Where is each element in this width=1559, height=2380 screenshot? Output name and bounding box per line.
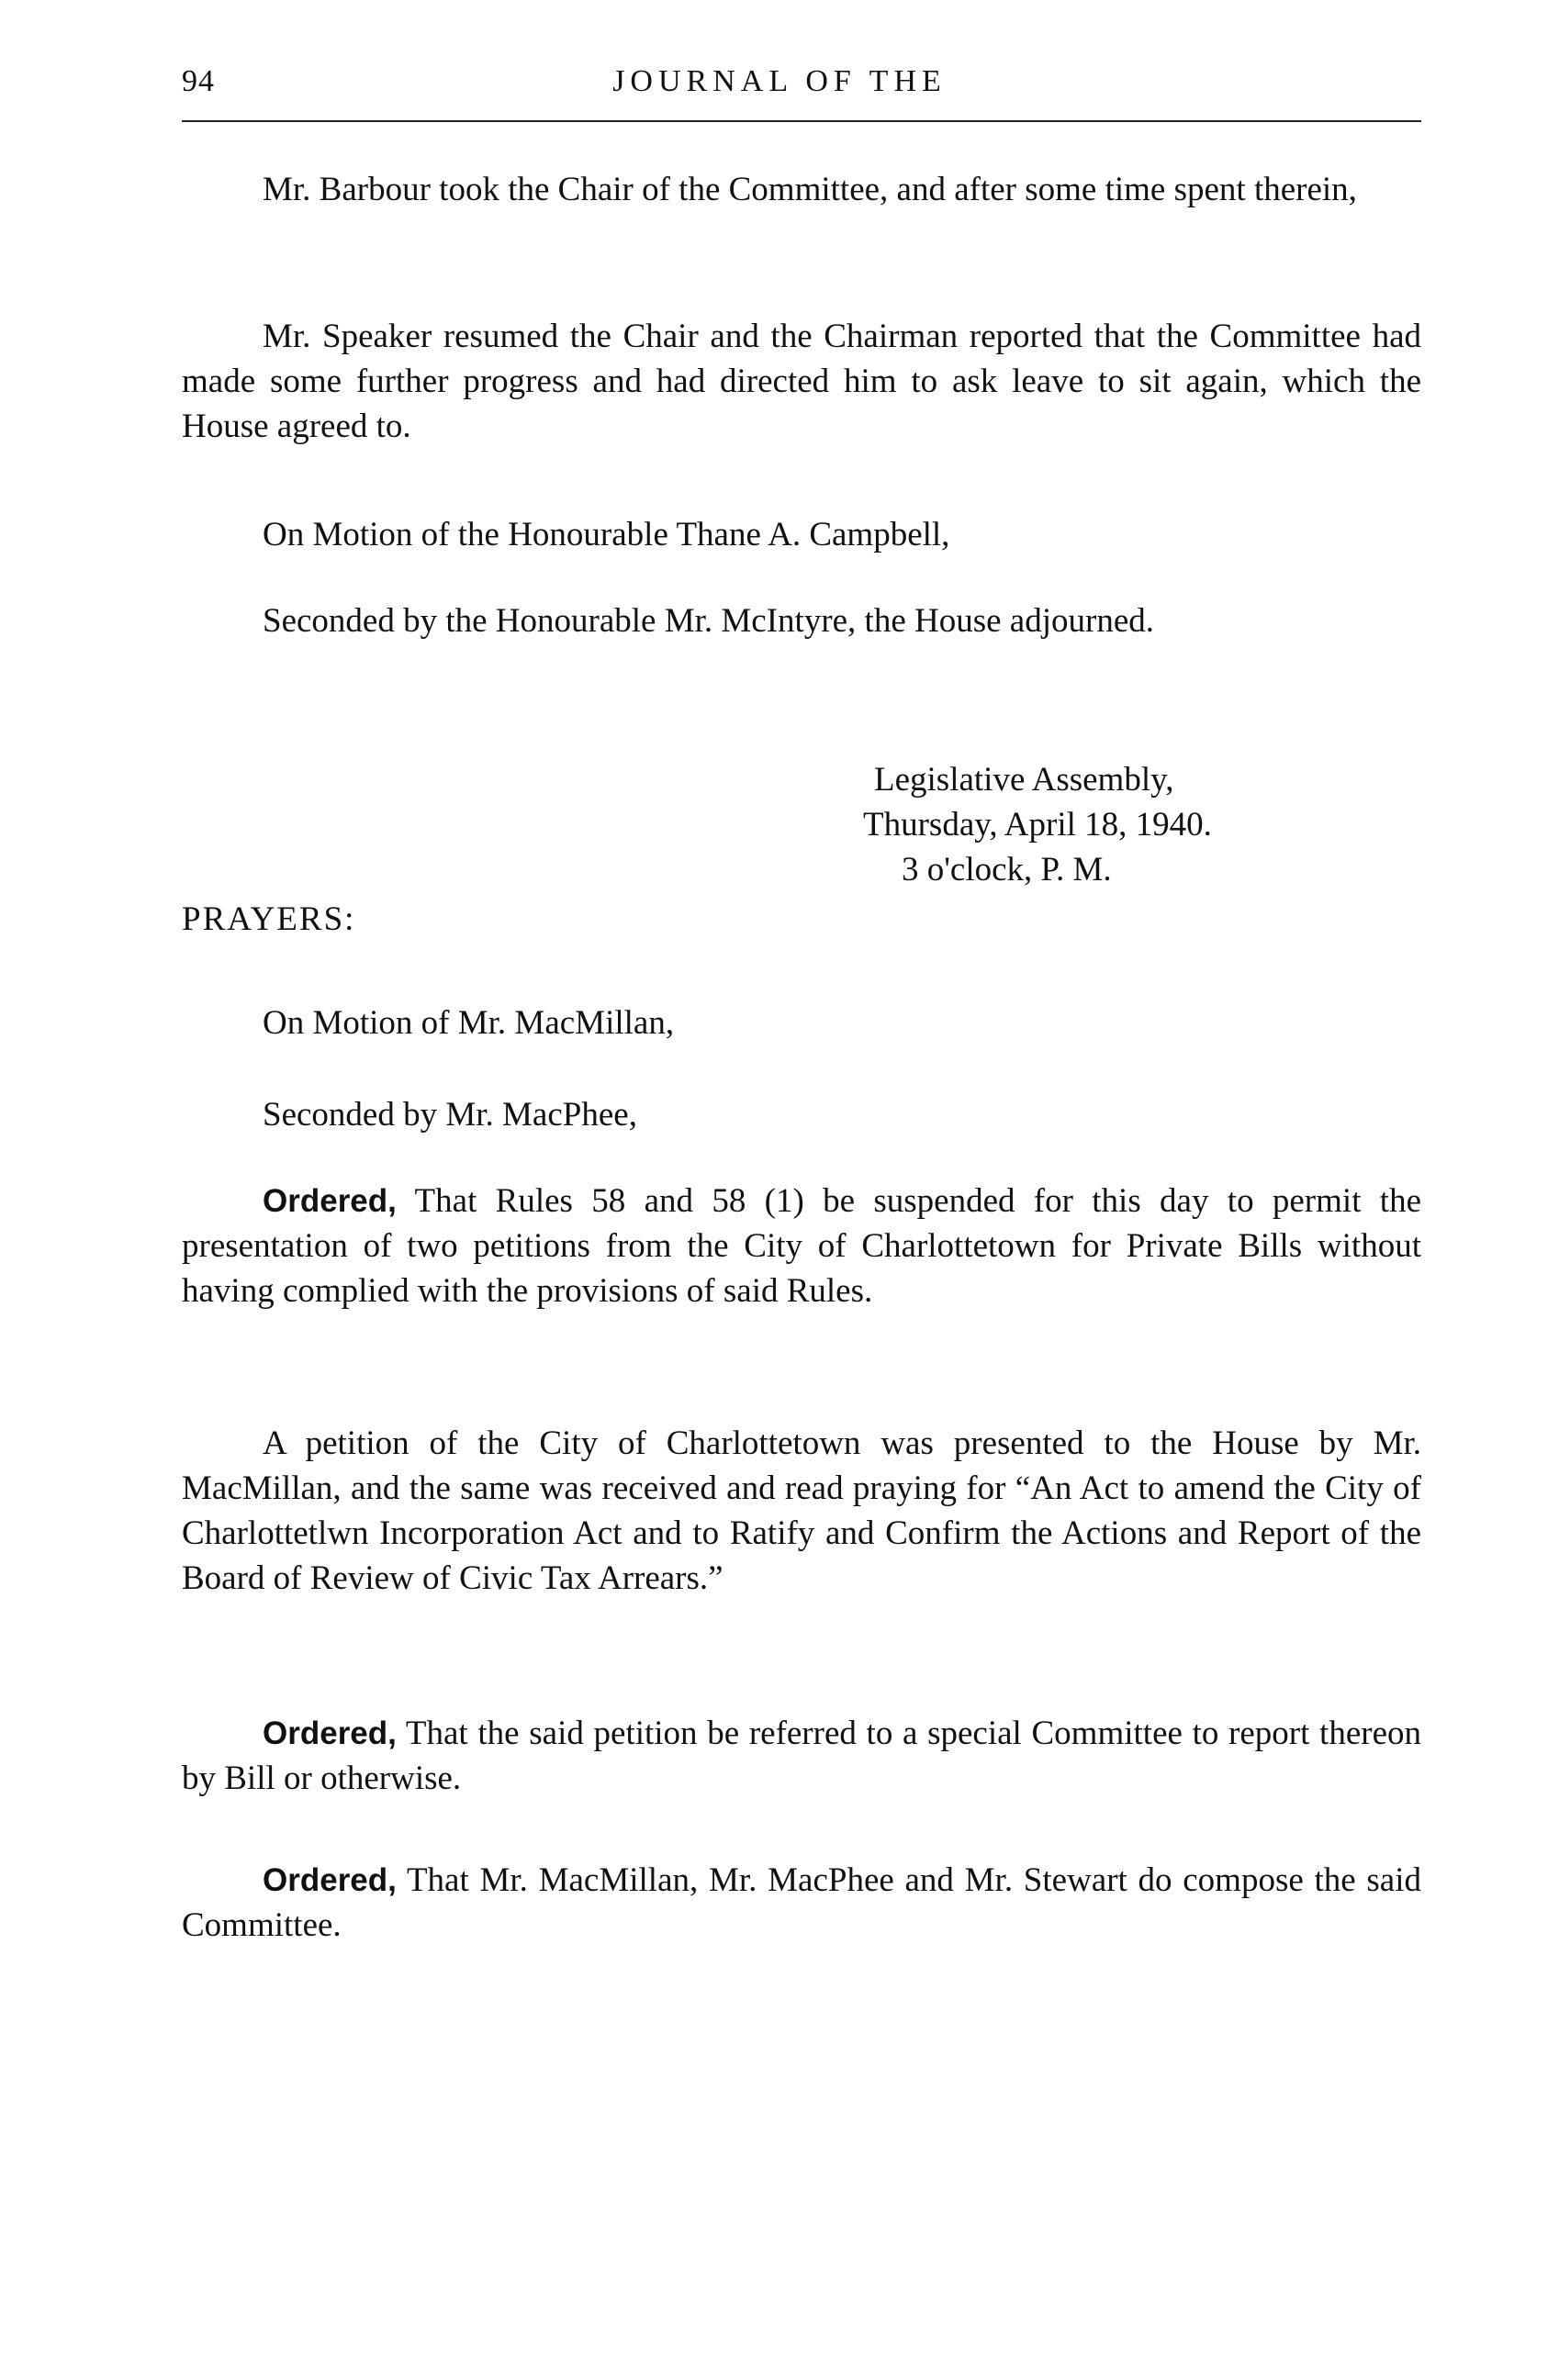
page-number: 94 [182, 64, 215, 98]
paragraph-seconded-mcintyre: Seconded by the Honourable Mr. McIntyre, the House adjourned. [263, 602, 1154, 640]
ordered-text: That the said petition be referred to a special Committee to report thereon by Bill or otherwise. [182, 1715, 1421, 1797]
paragraph-barbour-chair: Mr. Barbour took the Chair of the Committee, and after some time spent therein, [263, 171, 1357, 208]
paragraph-motion-campbell: On Motion of the Honourable Thane A. Campbell, [263, 516, 950, 553]
dateline [863, 757, 1377, 892]
paragraph-ordered-committee [182, 1858, 1421, 1948]
dateline-time: 3 o'clock, P. M. [902, 851, 1112, 888]
paragraph-ordered-referred [182, 1711, 1421, 1801]
prayers-heading: PRAYERS: [182, 900, 356, 938]
ordered-label: Ordered, [263, 1183, 397, 1219]
ordered-text: That Mr. MacMillan, Mr. MacPhee and Mr. Stewart do compose the said Committee. [182, 1861, 1421, 1944]
ordered-label: Ordered, [263, 1715, 397, 1751]
paragraph-speaker-resumed: Mr. Speaker resumed the Chair and the Chairman reported that the Committee had made some further progress and had directed him to ask leave to sit again, which the House agreed to. [182, 318, 1421, 445]
ordered-text: That Rules 58 and 58 (1) be suspended for this day to permit the presentation of two petitions from the City of Charlottetown for Private Bills without having complied with the provisions of said Rules. [182, 1182, 1421, 1310]
header-rule [182, 120, 1421, 122]
paragraph-petition-charlottetown: A petition of the City of Charlottetown was presented to the House by Mr. MacMillan, and the same was received and read praying for “An Act to amend the City of Charlottetlwn Incorporation Act and to Ratify and Confirm the Actions and Report of the Board of Review of Civic Tax Arrears.” [182, 1425, 1421, 1597]
paragraph-ordered-rules-suspended [182, 1179, 1421, 1313]
running-head: JOURNAL OF THE [612, 64, 947, 98]
paragraph-motion-macmillan: On Motion of Mr. MacMillan, [263, 1004, 675, 1042]
paragraph-seconded-macphee: Seconded by Mr. MacPhee, [263, 1096, 637, 1134]
dateline-assembly: Legislative Assembly, [874, 761, 1174, 799]
dateline-date: Thursday, April 18, 1940. [863, 806, 1212, 844]
ordered-label: Ordered, [263, 1862, 397, 1898]
